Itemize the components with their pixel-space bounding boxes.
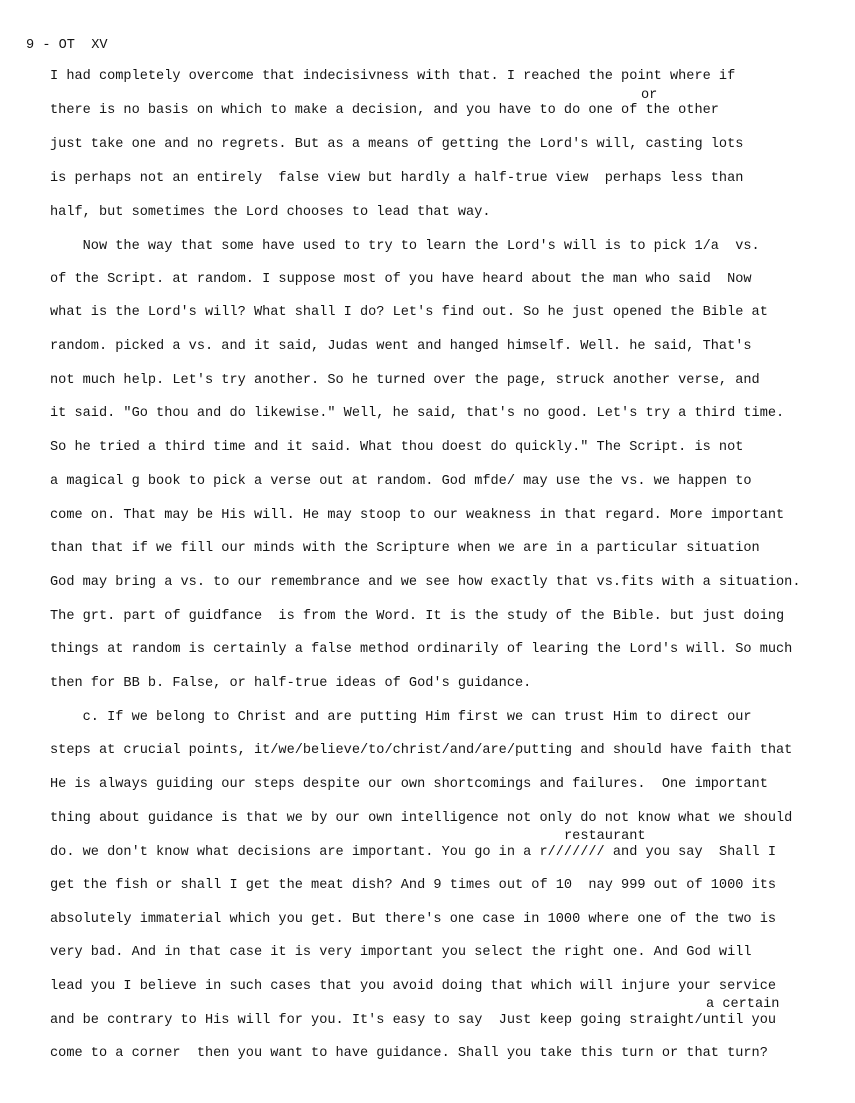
text-line: of the Script. at random. I suppose most of you have heard about the man who said Now (50, 272, 752, 287)
text-line: random. picked a vs. and it said, Judas went and hanged himself. Well. he said, That's (50, 339, 752, 354)
text-line: just take one and no regrets. But as a means of getting the Lord's will, casting lots (50, 137, 744, 152)
insertion-or: or (641, 88, 658, 103)
text-line: c. If we belong to Christ and are putting Him first we can trust Him to direct our (50, 710, 752, 725)
text-line: a magical g book to pick a verse out at random. God mfde/ may use the vs. we happen to (50, 474, 752, 489)
text-line: God may bring a vs. to our remembrance and we see how exactly that vs.fits with a situation. (50, 575, 801, 590)
text-line: come to a corner then you want to have guidance. Shall you take this turn or that turn? (50, 1046, 768, 1061)
text-line: what is the Lord's will? What shall I do? Let's find out. So he just opened the Bible at (50, 305, 768, 320)
text-line: do. we don't know what decisions are important. You go in a r/////// and you say Shall I (50, 845, 777, 860)
text-line: half, but sometimes the Lord chooses to lead that way. (50, 205, 491, 220)
text-line: steps at crucial points, it/we/believe/to/christ/and/are/putting and should have faith that (50, 743, 793, 758)
text-line: than that if we fill our minds with the Scripture when we are in a particular situation (50, 541, 760, 556)
text-line: it said. "Go thou and do likewise." Well, he said, that's no good. Let's try a third time. (50, 406, 785, 421)
text-line: Now the way that some have used to try to learn the Lord's will is to pick 1/a vs. (50, 239, 760, 254)
text-line: thing about guidance is that we by our own intelligence not only do not know what we should (50, 811, 793, 826)
text-line: very bad. And in that case it is very important you select the right one. And God will (50, 945, 752, 960)
text-line: get the fish or shall I get the meat dish? And 9 times out of 10 nay 999 out of 1000 its (50, 878, 777, 893)
insertion-a-certain: a certain (706, 997, 780, 1012)
text-line: things at random is certainly a false method ordinarily of learing the Lord's will. So much (50, 642, 793, 657)
insertion-restaurant: restaurant (564, 829, 646, 844)
text-line: The grt. part of guidfance is from the Word. It is the study of the Bible. but just doing (50, 609, 785, 624)
text-line: absolutely immaterial which you get. But there's one case in 1000 where one of the two is (50, 912, 777, 927)
text-line: there is no basis on which to make a decision, and you have to do one of the other (50, 103, 719, 118)
text-line: not much help. Let's try another. So he turned over the page, struck another verse, and (50, 373, 760, 388)
text-line: So he tried a third time and it said. What thou doest do quickly." The Script. is not (50, 440, 744, 455)
text-line: then for BB b. False, or half-true ideas of God's guidance. (50, 676, 532, 691)
text-line: come on. That may be His will. He may stoop to our weakness in that regard. More important (50, 508, 785, 523)
text-line: lead you I believe in such cases that you avoid doing that which will injure your service (50, 979, 777, 994)
page-header: 9 - OT XV (26, 38, 108, 53)
text-line: He is always guiding our steps despite our own shortcomings and failures. One important (50, 777, 768, 792)
text-line: is perhaps not an entirely false view but hardly a half-true view perhaps less than (50, 171, 744, 186)
text-line: I had completely overcome that indecisivness with that. I reached the point where if (50, 69, 736, 84)
text-line: and be contrary to His will for you. It's easy to say Just keep going straight/until you (50, 1013, 777, 1028)
